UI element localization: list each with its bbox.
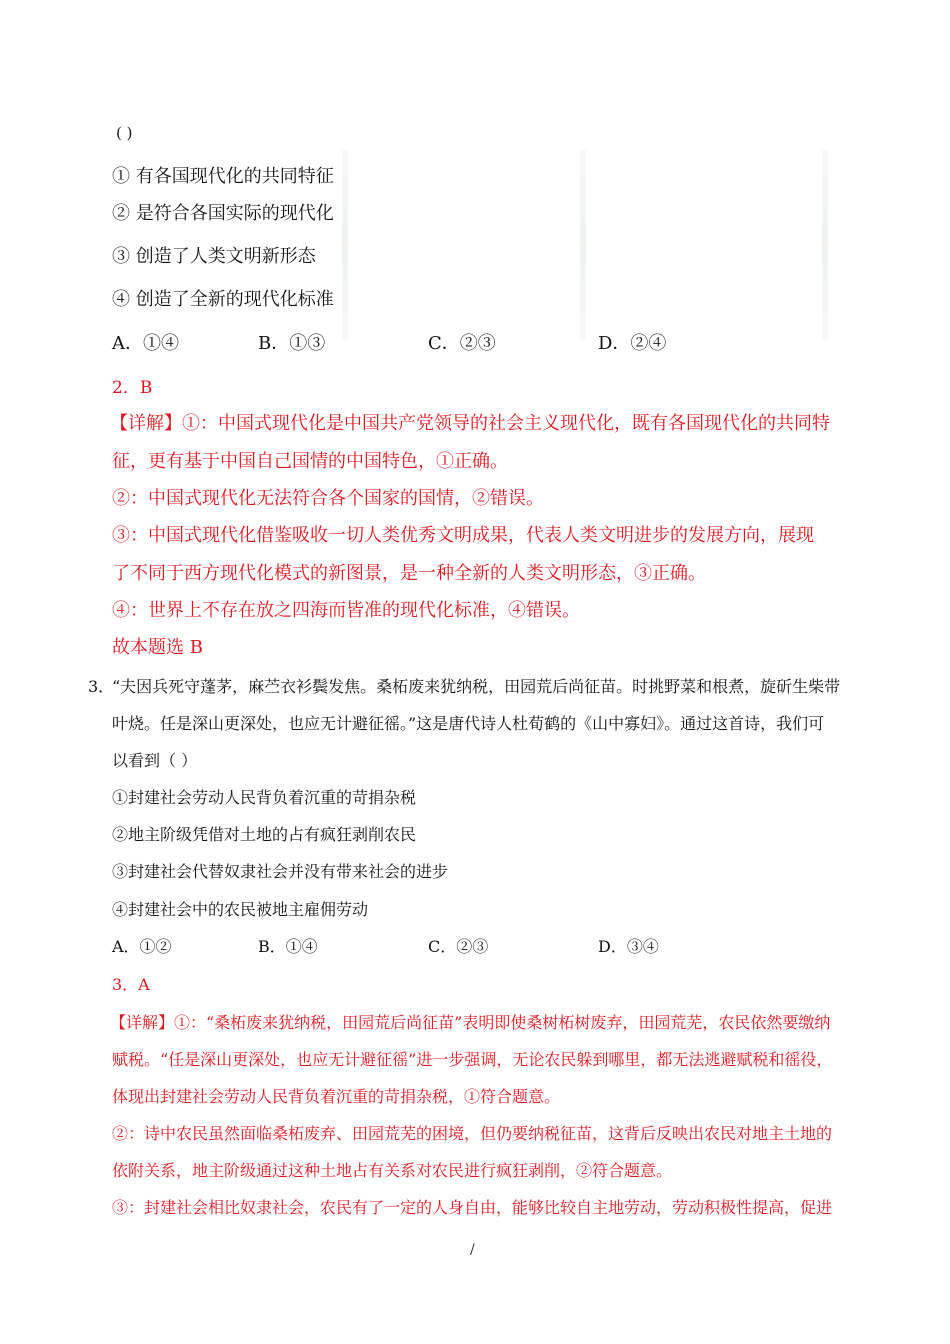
q2-conclusion: 故本题选 B (112, 637, 203, 658)
q2-bracket: ( ) (116, 124, 133, 142)
q3-stem-2: 叶烧。任是深山更深处，也应无计避征徭。”这是唐代诗人杜荀鹤的《山中寡妇》。通过这首诗，我们可 (112, 714, 825, 733)
q3-answer: 3．A (112, 975, 150, 994)
q3-explanation-5: 依附关系，地主阶级通过这种土地占有关系对农民进行疯狂剥削，②符合题意。 (112, 1161, 673, 1180)
q2-statement-2: ② 是符合各国实际的现代化 (112, 203, 334, 224)
q2-statement-1: ① 有各国现代化的共同特征 (112, 166, 334, 187)
q2-option-a: A．①④ (112, 333, 179, 354)
q3-statement-1: ①封建社会劳动人民背负着沉重的苛捐杂税 (112, 788, 417, 807)
q3-stem-1: “夫因兵死守蓬茅，麻苎衣衫鬓发焦。桑柘废来犹纳税，田园荒后尚征苗。时挑野菜和根煮，旋斫生柴带 (112, 677, 841, 696)
scan-artifact (342, 150, 348, 340)
q3-statement-4: ④封建社会中的农民被地主雇佣劳动 (112, 900, 369, 919)
q2-answer: 2．B (112, 378, 153, 398)
q2-statement-4: ④ 创造了全新的现代化标准 (112, 289, 334, 310)
q2-explanation-2: 征，更有基于中国自己国情的中国特色，①正确。 (112, 451, 508, 472)
q3-statement-2: ②地主阶级凭借对土地的占有疯狂剥削农民 (112, 825, 417, 844)
page-footer: / (470, 1242, 475, 1258)
q2-explanation-5: 了不同于西方现代化模式的新图景，是一种全新的人类文明形态，③正确。 (112, 563, 706, 584)
q2-option-c: C．②③ (428, 333, 496, 354)
q3-explanation-4: ②：诗中农民虽然面临桑柘废弃、田园荒芜的困境，但仍要纳税征苗，这背后反映出农民对地主土地的 (112, 1124, 833, 1143)
q3-number: 3． (88, 677, 115, 696)
q2-statement-3: ③ 创造了人类文明新形态 (112, 246, 316, 267)
q3-explanation-1: 【详解】①：“桑柘废来犹纳税，田园荒后尚征苗”表明即使桑树柘树废弃，田园荒芜，农民依然要缴纳 (110, 1013, 831, 1032)
q3-option-c: C．②③ (428, 937, 489, 956)
scan-artifact (580, 150, 586, 340)
q3-explanation-6: ③：封建社会相比奴隶社会，农民有了一定的人身自由，能够比较自主地劳动，劳动积极性提高，促进 (112, 1198, 833, 1217)
q3-option-d: D．③④ (598, 937, 659, 956)
q2-explanation-3: ②：中国式现代化无法符合各个国家的国情，②错误。 (112, 488, 544, 509)
q3-explanation-3: 体现出封建社会劳动人民背负着沉重的苛捐杂税，①符合题意。 (112, 1087, 561, 1106)
q2-option-b: B．①③ (258, 333, 326, 354)
q2-explanation-6: ④：世界上不存在放之四海而皆准的现代化标准，④错误。 (112, 600, 580, 621)
q3-stem-3: 以看到（ ） (112, 751, 198, 770)
q2-explanation-4: ③：中国式现代化借鉴吸收一切人类优秀文明成果，代表人类文明进步的发展方向，展现 (112, 525, 814, 546)
q3-option-b: B．①④ (258, 937, 318, 956)
q3-explanation-2: 赋税。“任是深山更深处，也应无计避征徭”进一步强调，无论农民躲到哪里，都无法逃避赋税和徭役， (112, 1050, 833, 1069)
q3-statement-3: ③封建社会代替奴隶社会并没有带来社会的进步 (112, 862, 449, 881)
q3-option-a: A．①② (112, 937, 172, 956)
scan-artifact (822, 150, 828, 340)
q2-explanation-1: 【详解】①：中国式现代化是中国共产党领导的社会主义现代化，既有各国现代化的共同特 (110, 413, 830, 434)
q2-option-d: D．②④ (598, 333, 667, 354)
